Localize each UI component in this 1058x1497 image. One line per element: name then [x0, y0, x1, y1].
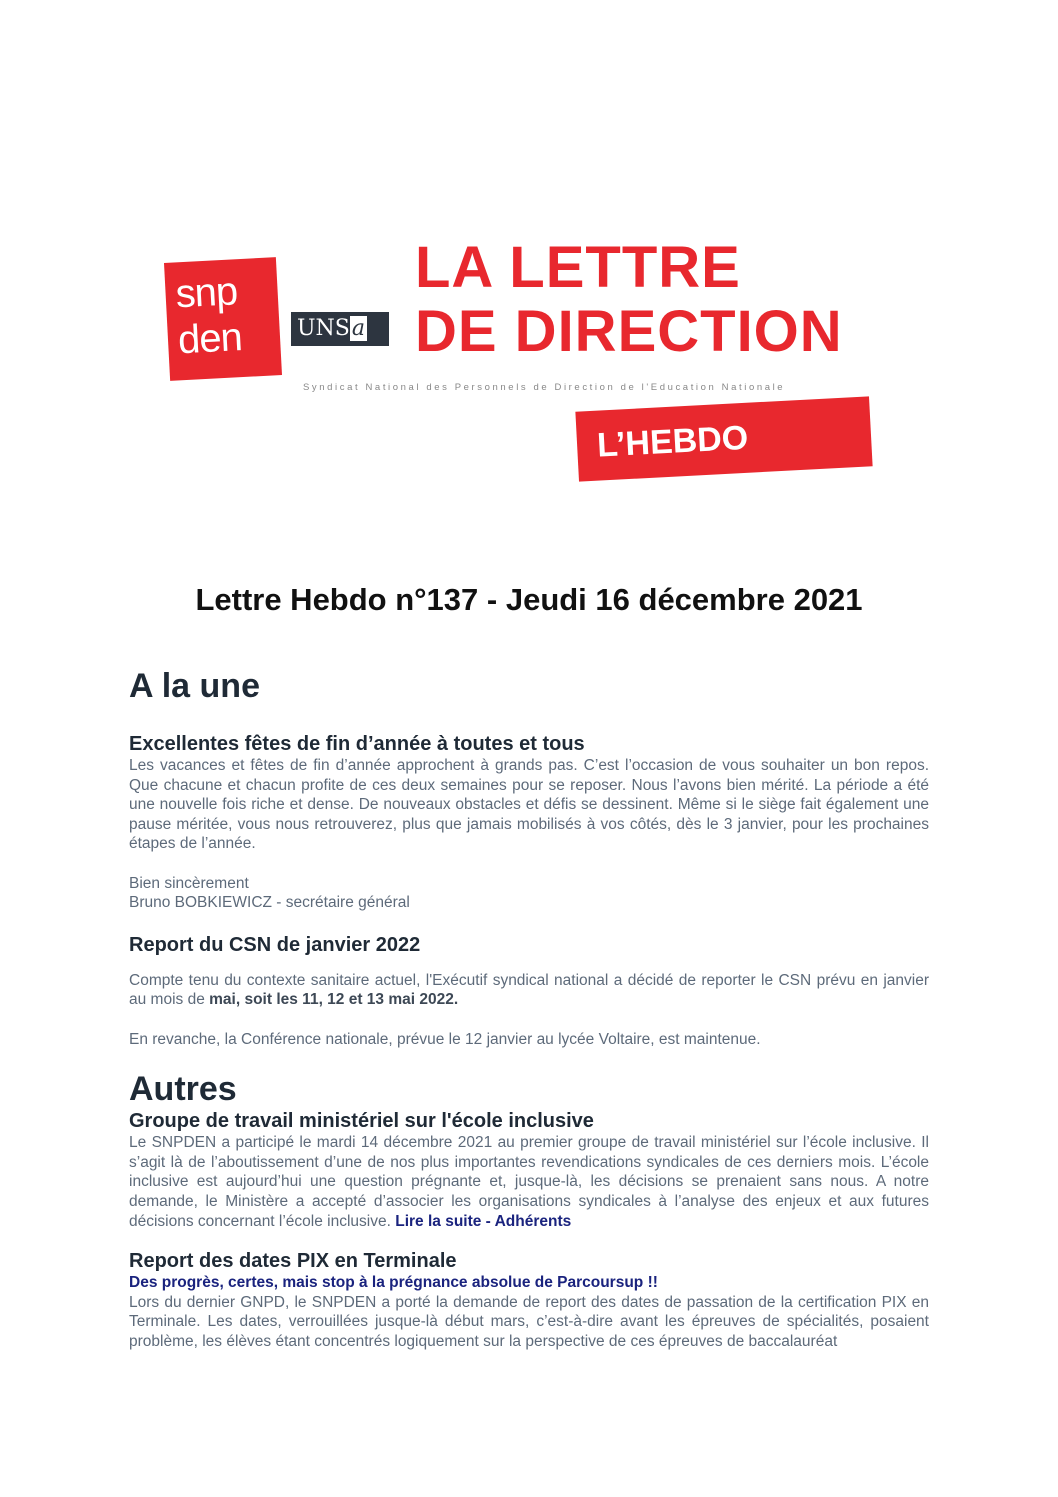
banner-title-line-2: DE DIRECTION [415, 299, 843, 364]
document-content [129, 664, 929, 1351]
hebdo-label: L’HEBDO [575, 396, 872, 481]
section-heading-une: A la une [129, 667, 260, 705]
article-ecole-inclusive [129, 1109, 929, 1231]
article-title: Groupe de travail ministériel sur l'école inclusive [129, 1110, 594, 1133]
article-pix [129, 1249, 929, 1351]
logo-line-2: den [176, 315, 243, 363]
unsa-logo [291, 312, 389, 346]
article-title: Report des dates PIX en Terminale [129, 1250, 457, 1273]
header-banner [165, 235, 875, 480]
page-title: Lettre Hebdo n°137 - Jeudi 16 décembre 2021 [195, 582, 863, 617]
read-more-link[interactable]: Lire la suite - Adhérents [395, 1212, 572, 1230]
article-body-2: En revanche, la Conférence nationale, prévue le 12 janvier au lycée Voltaire, est maintenue. [129, 1030, 761, 1048]
logo-line-1: snp [174, 269, 239, 317]
snpden-logo [164, 257, 282, 381]
unsa-text: UNS [297, 316, 350, 341]
banner-title-line-1: LA LETTRE [415, 235, 741, 300]
article-title: Report du CSN de janvier 2022 [129, 933, 421, 956]
article-body [129, 1133, 929, 1231]
article-body-text: Le SNPDEN a participé le mardi 14 décembre 2021 au premier groupe de travail ministériel sur l’école inclusive. Il s’agit là de l’aboutissement d’une de nos plus importantes revendications syndicales de ces derniers mois. L’école inclusive est aujourd’hui une question prégnante et, jusque-là, les décisions se prenaient sans nous. A notre demande, le Ministère a accepté d’associer les organisations syndicales à l’analyse des enjeux et aux futures décisions concernant l’école inclusive. [129, 1134, 929, 1230]
article-body-bold: mai, soit les 11, 12 et 13 mai 2022. [209, 991, 459, 1009]
article-fetes [129, 732, 929, 913]
article-body [129, 971, 929, 1010]
article-body-text: Compte tenu du contexte sanitaire actuel, l'Exécutif syndical national a décidé de reporter le CSN prévu en janvier au mois de [129, 971, 929, 1009]
banner-tagline: Syndicat National des Personnels de Direction de l'Education Nationale [303, 382, 786, 393]
article-report-csn [129, 933, 929, 1049]
unsa-suffix: a [351, 316, 365, 341]
signoff-line-1: Bien sincèrement [129, 874, 249, 892]
article-body: Lors du dernier GNPD, le SNPDEN a porté la demande de report des dates de passation de la certification PIX en Terminale. Les dates, verrouillées jusque-là début mars, c’est-à-dire avant les épreuves de spécialités, posaient problème, les élèves étant concentrés logiquement sur la perspective de ces épreuves de baccalauréat [129, 1293, 929, 1350]
article-subtitle: Des progrès, certes, mais stop à la prégnance absolue de Parcoursup !! [129, 1274, 658, 1292]
signoff-line-2: Bruno BOBKIEWICZ - secrétaire général [129, 894, 410, 912]
article-body: Les vacances et fêtes de fin d’année approchent à grands pas. C’est l’occasion de vous souhaiter un bon repos. Que chacune et chacun profite de ces deux semaines pour se reposer. Nous l’avons bien mérité. La période a été une nouvelle fois riche et dense. De nouveaux obstacles et défis se dessinent. Même si le siège fait également une pause méritée, vous nous retrouverez, plus que jamais mobilisés à vos côtés, dès le 3 janvier, pour les prochaines étapes de l’année. [129, 757, 929, 853]
article-title: Excellentes fêtes de fin d’année à toutes et tous [129, 733, 585, 755]
section-heading-autres: Autres [129, 1070, 237, 1109]
